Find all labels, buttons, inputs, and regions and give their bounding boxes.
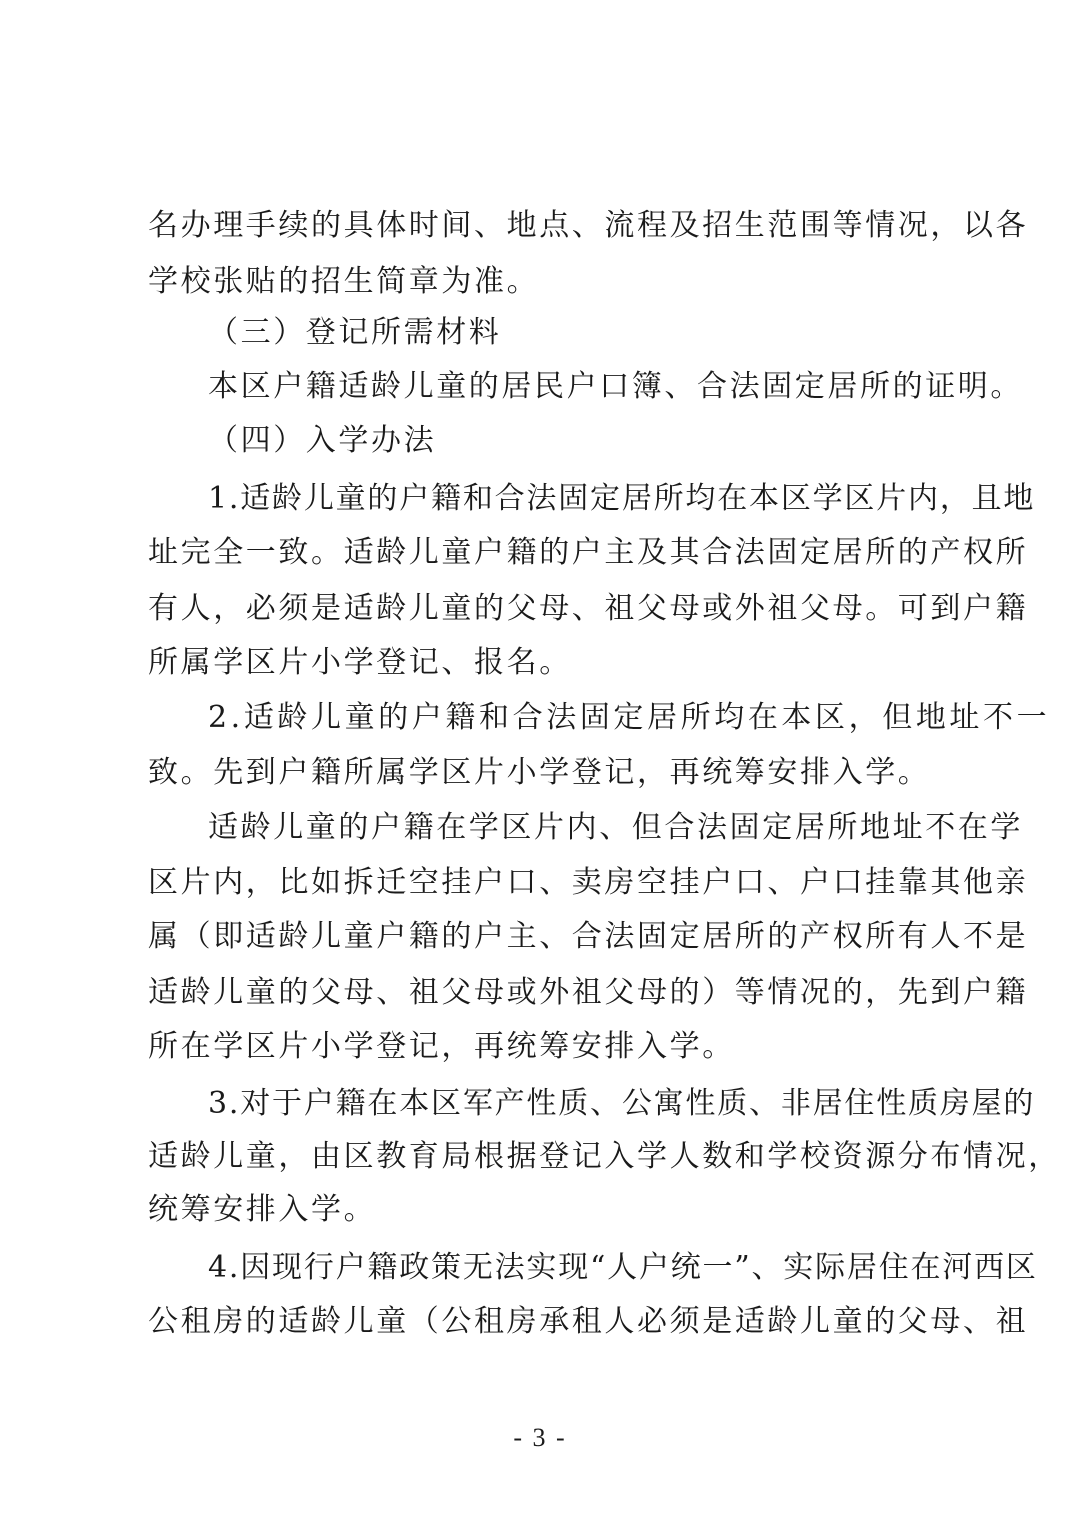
text-line: 致。先到户籍所属学区片小学登记，再统筹安排入学。 <box>148 755 931 790</box>
paragraph-start-line: 3.对于户籍在本区军产性质、公寓性质、非居住性质房屋的 <box>208 1086 1036 1121</box>
text-line: 适龄儿童的父母、祖父母或外祖父母的）等情况的，先到户籍 <box>148 975 1029 1010</box>
text-line: 址完全一致。适龄儿童户籍的户主及其合法固定居所的产权所 <box>148 535 1029 570</box>
paragraph-start-line: 适龄儿童的户籍在学区片内、但合法固定居所地址不在学 <box>208 810 1023 845</box>
text-line: 所属学区片小学登记、报名。 <box>148 645 572 680</box>
text-line: 名办理手续的具体时间、地点、流程及招生范围等情况，以各 <box>148 208 1029 243</box>
text-line: 学校张贴的招生简章为准。 <box>148 264 540 299</box>
text-line: 区片内，比如拆迁空挂户口、卖房空挂户口、户口挂靠其他亲 <box>148 865 1029 900</box>
text-line: 本区户籍适龄儿童的居民户口簿、合法固定居所的证明。 <box>208 369 1023 404</box>
text-line: 属（即适龄儿童户籍的户主、合法固定居所的产权所有人不是 <box>148 919 1029 954</box>
text-line: 适龄儿童，由区教育局根据登记入学人数和学校资源分布情况， <box>148 1139 1061 1174</box>
section-heading: （四）入学办法 <box>208 423 437 458</box>
text-line: 所在学区片小学登记，再统筹安排入学。 <box>148 1029 735 1064</box>
section-heading: （三）登记所需材料 <box>208 315 502 350</box>
text-line: 有人，必须是适龄儿童的父母、祖父母或外祖父母。可到户籍 <box>148 591 1029 626</box>
text-line: 公租房的适龄儿童（公租房承租人必须是适龄儿童的父母、祖 <box>148 1304 1029 1339</box>
text-line: 统筹安排入学。 <box>148 1192 377 1227</box>
paragraph-start-line: 2.适龄儿童的户籍和合法固定居所均在本区，但地址不一 <box>208 700 1051 735</box>
paragraph-start-line: 1.适龄儿童的户籍和合法固定居所均在本区学区片内，且地 <box>208 481 1036 516</box>
paragraph-start-line: 4.因现行户籍政策无法实现“人户统一”、实际居住在河西区 <box>208 1250 1038 1285</box>
page-number: - 3 - <box>513 1423 567 1452</box>
